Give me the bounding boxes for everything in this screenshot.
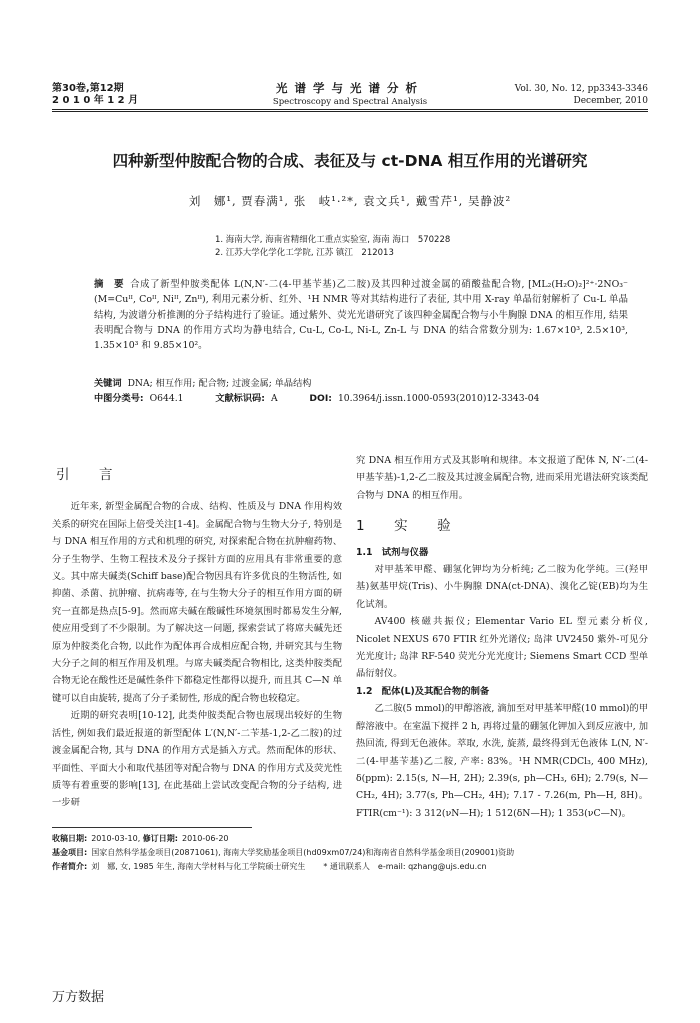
journal-name-en: Spectroscopy and Spectral Analysis (272, 97, 428, 107)
header-rule-top (52, 109, 648, 110)
paper-title: 四种新型仲胺配合物的合成、表征及与 ct-DNA 相互作用的光谱研究 (112, 152, 588, 170)
synthesis-paragraph: 乙二胺(5 mmol)的甲醇溶液, 滴加至对甲基苯甲醛(10 mmol)的甲醇溶液中。在室温下搅拌 2 h, 再将过量的硼氢化钾加入到反应液中, 加热回流, 得到无色液体。萃取, 水洗, 旋蒸, 最终得到无色液体 L(N, N′-二(4-甲基苄基)乙二胺, 产率: 83%。¹H NMR(CDCl₃, 400 MHz), δ(ppm): 2.15(s, N—H, 2H); 2.39(s, ph—CH₃, 6H); 2.79(s, N—CH₂, 4H); 3.77(s, Ph—CH₂, 4H); 7.17 - 7.26(m, Ph—H, 8H)。FTIR(cm⁻¹): 3 312(νN—H); 1 512(δN—H); 1 353(νC—N)。 (356, 703, 648, 819)
volume-issue: 第30卷,第12期 (52, 83, 124, 94)
keywords-block (94, 376, 628, 406)
author-bio: 刘 娜, 女, 1985 年生, 海南大学材料与化工学院硕士研究生 (91, 862, 306, 871)
right-column (356, 452, 648, 822)
intro-heading: 引 言 (56, 467, 121, 483)
doi-value: 10.3964/j.issn.1000-0593(2010)12-3343-04 (337, 393, 540, 404)
reagents-paragraph: 对甲基苯甲醛、硼氢化钾均为分析纯; 乙二胺为化学纯。三(羟甲基)氨基甲烷(Tris)、小牛胸腺 DNA(ct-DNA)、溴化乙锭(EB)均为生化试剂。 (356, 564, 648, 610)
corresponding-author: * 通讯联系人 e-mail: qzhang@ujs.edu.cn (323, 862, 487, 871)
clc-label: 中图分类号: (94, 393, 144, 404)
abstract-label: 摘 要 (94, 279, 125, 290)
abstract-text: 合成了新型仲胺类配体 L(N,N′-二(4-甲基苄基)乙二胺)及其四种过渡金属的硝酸盐配合物, [ML₂(H₂O)₂]²⁺·2NO₃⁻ (M=Cuᴵᴵ, Coᴵᴵ, Niᴵᴵ, Znᴵᴵ), 利用元素分析、红外、¹H NMR 等对其结构进行了表征, 其中用 X-ray 单晶衍射解析了 Cu-L 单晶结构, 为波谱分析推测的分子结构进行了验证。通过紫外、荧光光谱研究了该四种金属配合物与小牛胸腺 DNA 的相互作用, 结果表明配合物与 DNA 的作用方式均为静电结合, Cu-L, Co-L, Ni-L, Zn-L 与 DNA 的结合常数分别为: 1.67×10³, 2.5×10³, 1.35×10³ 和 9.85×10²。 (94, 279, 628, 352)
section-1-1-heading: 1.1 试剂与仪器 (356, 546, 429, 558)
abstract (94, 277, 628, 353)
date-cn: 2 0 1 0 年 1 2 月 (52, 95, 139, 106)
received-date: 2010-03-10, (91, 834, 141, 843)
author-bio-label: 作者简介: (52, 862, 88, 871)
affiliations (215, 234, 450, 260)
watermark: 万方数据 (52, 990, 105, 1005)
received-label: 收稿日期: (52, 834, 88, 843)
affiliation-2: 2. 江苏大学化学化工学院, 江苏 镇江 212013 (215, 248, 394, 258)
intro-paragraph-2: 近期的研究表明[10-12], 此类仲胺类配合物也展现出较好的生物活性, 例如我们最近报道的新型配体 L′(N,N′-二苄基-1,2-乙二胺)的过渡金属配合物, 其与 DNA 的作用方式是插入方式。然而配体的形状、平面性、平面大小和取代基团等对配合物与 DNA 的作用方式及荧光性质等有着重要的影响[13], 在此基础上尝试改变配合物的分子结构, 进一步研 (52, 710, 342, 809)
intro-paragraph-1: 近年来, 新型金属配合物的合成、结构、性质及与 DNA 作用构效关系的研究在国际上倍受关注[1-4]。金属配合物与生物大分子, 特别是与 DNA 相互作用的方式和机理的研究, 对探索配合物在抗肿瘤药物、分子生物学、生物工程技术及分子探针方面的应用具有非常重要的意义。其中席夫碱类(Schiff base)配合物因具有许多优良的生物活性, 如抑菌、杀菌、抗肿瘤、抗病毒等, 在与生物大分子的相互作用方面的研究一直都是热点[5-9]。然而席夫碱在酸碱性环境氛围时都易发生分解, 使应用受到了不少限制。为了解决这一问题, 探索尝试了将席夫碱先还原为仲胺类化合物, 以此作为配体再合成相应配合物, 并研究其与生物大分子之间的相互作用及机理。与席夫碱类配合物相比, 这类仲胺类配合物无论在酸性还是碱性条件下都稳定性都得以提升, 而且其 C—N 单键可以自由旋转, 提高了分子柔韧性, 形成的配合物也较稳定。 (52, 501, 342, 704)
keywords-text: DNA; 相互作用; 配合物; 过渡金属; 单晶结构 (127, 378, 312, 389)
revised-label: 修订日期: (142, 834, 178, 843)
date-en: December, 2010 (573, 96, 648, 106)
fund-text: 国家自然科学基金项目(20871061), 海南大学奖励基金项目(hd09xm07/24)和海南省自然科学基金项目(209001)资助 (91, 848, 515, 857)
intro-paragraph-2-continued: 究 DNA 相互作用方式及其影响和规律。本文报道了配体 N, N′-二(4-甲基苄基)-1,2-乙二胺及其过渡金属配合物, 进而采用光谱法研究该类配合物与 DNA 的相互作用。 (356, 455, 648, 501)
doc-code-label: 文献标识码: (215, 393, 265, 404)
footnotes (52, 832, 648, 874)
section-1-2-heading: 1.2 配体(L)及其配合物的制备 (356, 685, 490, 697)
experiment-heading: 1 实 验 (356, 518, 459, 535)
revised-date: 2010-06-20 (182, 834, 229, 843)
fund-label: 基金项目: (52, 848, 88, 857)
author-list: 刘 娜¹, 贾春满¹, 张 岐¹·²*, 袁文兵¹, 戴雪芹¹, 吴静波² (188, 194, 512, 208)
clc-value: O644.1 (149, 393, 184, 404)
header-vol-pages (515, 83, 648, 107)
instruments-paragraph: AV400 核磁共振仪; Elementar Vario EL 型元素分析仪, Nicolet NEXUS 670 FTIR 红外光谱仪; 岛津 UV2450 紫外-可见分光光度计; 岛津 RF-540 荧光分光光度计; Siemens Smart CCD 型单晶衍射仪。 (356, 616, 648, 680)
affiliation-1: 1. 海南大学, 海南省精细化工重点实验室, 海南 海口 570228 (215, 235, 451, 245)
footnote-rule (52, 827, 252, 828)
header-rule-bottom (52, 111, 648, 112)
keywords-label: 关键词 (94, 378, 122, 389)
vol-pages: Vol. 30, No. 12, pp3343-3346 (514, 84, 648, 94)
left-column (52, 467, 342, 812)
doi-label: DOI: (309, 393, 332, 404)
journal-name-cn: 光谱学与光谱分析 (276, 81, 424, 95)
doc-code-value: A (270, 393, 278, 404)
